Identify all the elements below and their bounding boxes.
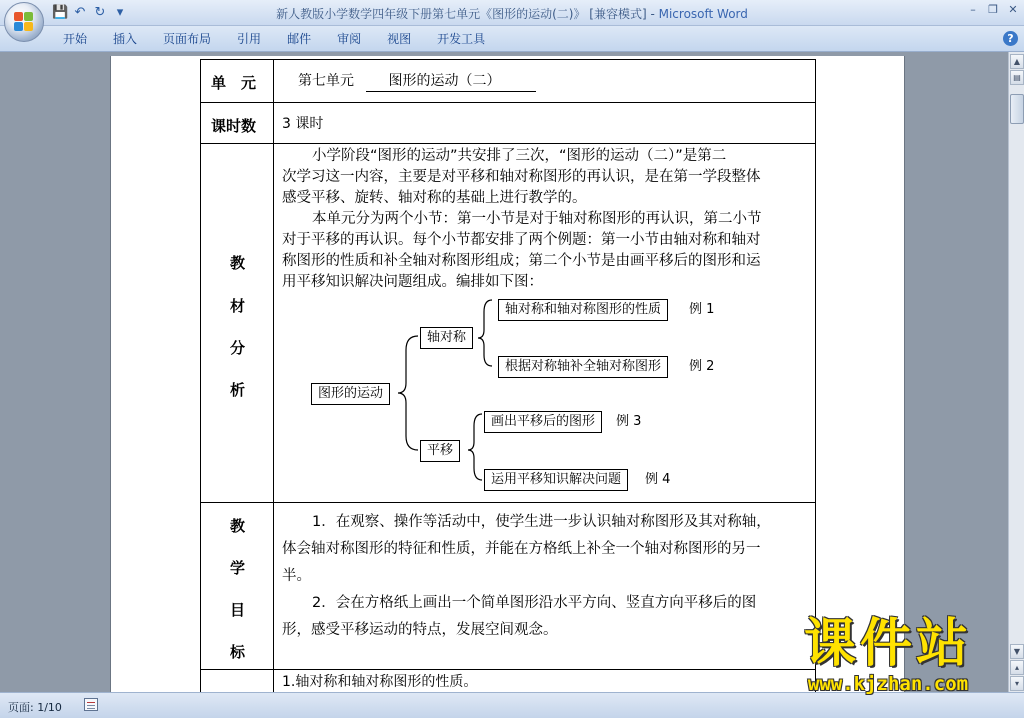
minimize-button[interactable]: –	[970, 3, 976, 16]
app-name: Microsoft Word	[658, 7, 748, 21]
undo-icon[interactable]: ↶	[74, 5, 86, 20]
watermark-url: www.kjzhan.com	[807, 673, 969, 695]
text-line: 体会轴对称图形的特征和性质，并能在方格纸上补全一个轴对称图形的另一	[282, 541, 761, 557]
office-logo-icon	[14, 12, 34, 32]
text-line: 用平移知识解决问题组成。编排如下图：	[282, 274, 543, 290]
unit-value	[298, 71, 536, 92]
scroll-down-icon[interactable]: ▼	[1010, 644, 1024, 659]
prev-page-icon[interactable]: ▴	[1010, 660, 1024, 675]
example-3-label: 例 3	[616, 414, 642, 429]
tab-review[interactable]: 审阅	[337, 32, 362, 46]
goals-label-char: 目	[230, 601, 246, 619]
text-line: 称图形的性质和补全轴对称图形组成；第二个小节是由画平移后的图形和运	[282, 253, 761, 269]
scroll-up-icon[interactable]: ▲	[1010, 54, 1024, 69]
redo-icon[interactable]: ↻	[94, 5, 106, 20]
title-bar	[0, 0, 1024, 26]
row-goals-label-cell	[200, 502, 274, 670]
diagram-leaf-2: 根据对称轴补全轴对称图形	[498, 356, 668, 378]
analysis-label-char: 析	[230, 381, 246, 399]
example-2-label: 例 2	[689, 359, 715, 374]
save-icon[interactable]: 💾	[52, 5, 69, 20]
hours-label: 课时数	[211, 117, 257, 135]
window-title	[0, 5, 1024, 22]
diagram-root-box: 图形的运动	[311, 383, 390, 405]
analysis-label-char: 分	[230, 339, 246, 357]
row-hours-label-cell	[200, 102, 274, 144]
page-counter[interactable]: 页面: 1/10	[8, 701, 62, 714]
goals-label-char: 标	[230, 643, 246, 661]
text-line: 对于平移的再认识。每个小节都安排了两个例题：第一小节由轴对称和轴对	[282, 232, 761, 248]
office-button[interactable]	[4, 2, 44, 42]
unit-label: 单 元	[211, 74, 257, 92]
unit-topic: 图形的运动（二）	[366, 71, 536, 92]
watermark	[774, 614, 1002, 694]
hours-value: 3 课时	[282, 116, 324, 132]
text-line: 本单元分为两个小节：第一小节是对于轴对称图形的再认识，第二小节	[312, 211, 762, 227]
diagram-leaf-1: 轴对称和轴对称图形的性质	[498, 299, 668, 321]
text-line: 形，感受平移运动的特点，发展空间观念。	[282, 622, 558, 638]
tab-insert[interactable]: 插入	[113, 32, 138, 46]
goals-label-char: 学	[230, 559, 246, 577]
ruler-toggle-icon[interactable]: ▤	[1010, 70, 1024, 85]
ribbon	[0, 26, 1024, 52]
next-page-icon[interactable]: ▾	[1010, 676, 1024, 691]
tab-references[interactable]: 引用	[237, 32, 262, 46]
watermark-logo-text: 课件站	[803, 614, 972, 674]
diagram-shift-box: 平移	[420, 440, 460, 462]
row-analysis-content-cell[interactable]	[273, 143, 816, 503]
text-line: 半。	[282, 568, 311, 584]
diagram-axis-box: 轴对称	[420, 327, 473, 349]
row-goals-content-cell[interactable]	[273, 502, 816, 670]
proofing-icon[interactable]	[84, 698, 98, 711]
diagram-leaf-3: 画出平移后的图形	[484, 411, 602, 433]
analysis-label-char: 材	[230, 297, 246, 315]
help-icon[interactable]: ?	[1003, 31, 1018, 46]
row-unit-value-cell[interactable]	[273, 59, 816, 103]
text-line: 小学阶段“图形的运动”共安排了三次，“图形的运动（二）”是第二	[312, 148, 727, 164]
text-line: 感受平移、旋转、轴对称的基础上进行教学的。	[282, 190, 587, 206]
tab-developer[interactable]: 开发工具	[437, 32, 486, 46]
goals-text	[282, 509, 812, 644]
scroll-thumb[interactable]	[1010, 94, 1024, 124]
text-line: 次学习这一内容，主要是对平移和轴对称图形的再认识，是在第一学段整体	[282, 169, 761, 185]
unit-number: 第七单元	[298, 73, 354, 89]
ribbon-tabs	[50, 31, 498, 47]
analysis-paragraph-1	[282, 146, 812, 293]
row-analysis-label-cell	[200, 143, 274, 503]
vertical-scrollbar[interactable]	[1008, 52, 1024, 692]
example-1-label: 例 1	[689, 302, 715, 317]
example-4-label: 例 4	[645, 472, 671, 487]
tab-home[interactable]: 开始	[63, 32, 88, 46]
analysis-label-char: 教	[230, 254, 246, 272]
diagram-leaf-4: 运用平移知识解决问题	[484, 469, 628, 491]
customize-icon[interactable]: ▾	[116, 5, 124, 20]
text-line: 2．会在方格纸上画出一个简单图形沿水平方向、竖直方向平移后的图	[312, 595, 757, 611]
document-title: 新人教版小学数学四年级下册第七单元《图形的运动(二)》 [兼容模式] -	[276, 7, 659, 21]
close-button[interactable]: ✕	[1008, 3, 1018, 16]
tab-page-layout[interactable]: 页面布局	[163, 32, 212, 46]
restore-button[interactable]: ❐	[988, 3, 998, 16]
text-line: 1．在观察、操作等活动中，使学生进一步认识轴对称图形及其对称轴，	[312, 514, 771, 530]
status-bar	[0, 692, 1024, 718]
window-controls	[966, 3, 1020, 16]
row-hours-value-cell[interactable]	[273, 102, 816, 144]
tab-mailings[interactable]: 邮件	[287, 32, 312, 46]
key-point-text: 1.轴对称和轴对称图形的性质。	[282, 674, 478, 690]
row-unit-label-cell	[200, 59, 274, 103]
goals-label-char: 教	[230, 517, 246, 535]
tab-view[interactable]: 视图	[387, 32, 412, 46]
